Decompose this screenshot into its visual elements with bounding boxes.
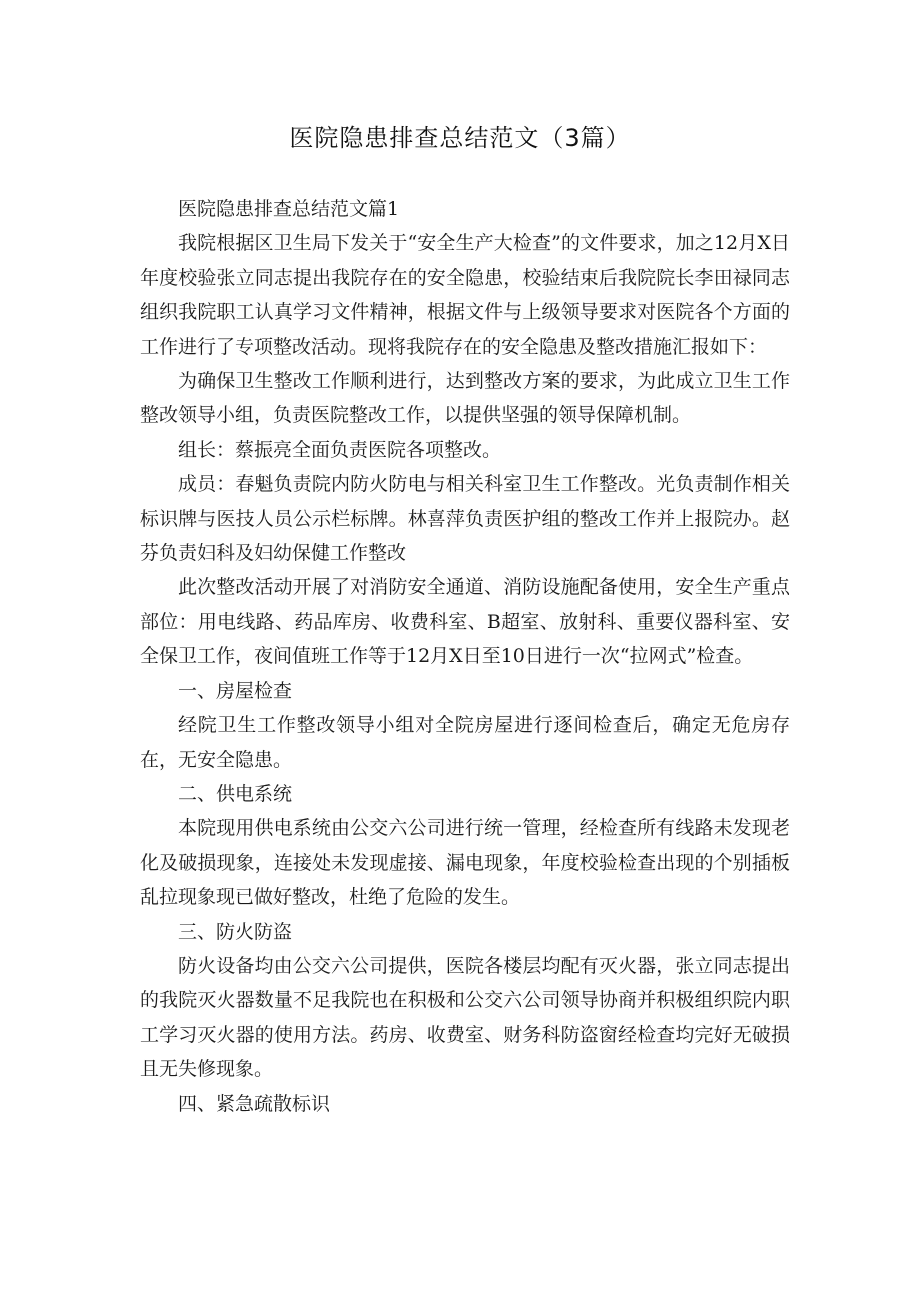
body-paragraph: 为确保卫生整改工作顺利进行，达到整改方案的要求，为此成立卫生工作整改领导小组，负责医院整改工作，以提供坚强的领导保障机制。 (140, 370, 790, 427)
section-heading: 三、防火防盗 (178, 920, 293, 943)
body-paragraph: 我院根据区卫生局下发关于“安全生产大检查”的文件要求，加之12月X日年度校验张立同志提出我院存在的安全隐患，校验结束后我院院长李田禄同志组织我院职工认真学习文件精神，根据文件与上级领导要求对医院各个方面的工作进行了专项整改活动。现将我院存在的安全隐患及整改措施汇报如下： (140, 232, 790, 358)
document-body (140, 192, 790, 1121)
body-paragraph: 本院现用供电系统由公交六公司进行统一管理，经检查所有线路未发现老化及破损现象，连接处未发现虚接、漏电现象，年度校验检查出现的个别插板乱拉现象现已做好整改，杜绝了危险的发生。 (140, 817, 790, 909)
body-paragraph: 经院卫生工作整改领导小组对全院房屋进行逐间检查后，确定无危房存在，无安全隐患。 (140, 714, 790, 771)
body-paragraph: 成员：春魁负责院内防火防电与相关科室卫生工作整改。光负责制作相关标识牌与医技人员公示栏标牌。林喜萍负责医护组的整改工作并上报院办。赵芬负责妇科及妇幼保健工作整改 (140, 473, 790, 565)
section-heading: 医院隐患排查总结范文篇1 (178, 198, 400, 220)
section-heading: 四、紧急疏散标识 (178, 1092, 331, 1115)
document-title: 医院隐患排查总结范文（3篇） (289, 124, 631, 152)
body-paragraph: 组长：蔡振亮全面负责医院各项整改。 (178, 438, 502, 461)
body-paragraph: 防火设备均由公交六公司提供，医院各楼层均配有灭火器，张立同志提出的我院灭火器数量不足我院也在积极和公交六公司领导协商并积极组织院内职工学习灭火器的使用方法。药房、收费室、财务科防盗窗经检查均完好无破损且无失修现象。 (140, 954, 790, 1081)
section-heading: 一、房屋检查 (178, 679, 293, 702)
section-heading: 二、供电系统 (178, 782, 293, 805)
body-paragraph: 此次整改活动开展了对消防安全通道、消防设施配备使用，安全生产重点部位：用电线路、药品库房、收费科室、B超室、放射科、重要仪器科室、安全保卫工作，夜间值班工作等于12月X日至10日进行一次“拉网式”检查。 (140, 576, 790, 668)
